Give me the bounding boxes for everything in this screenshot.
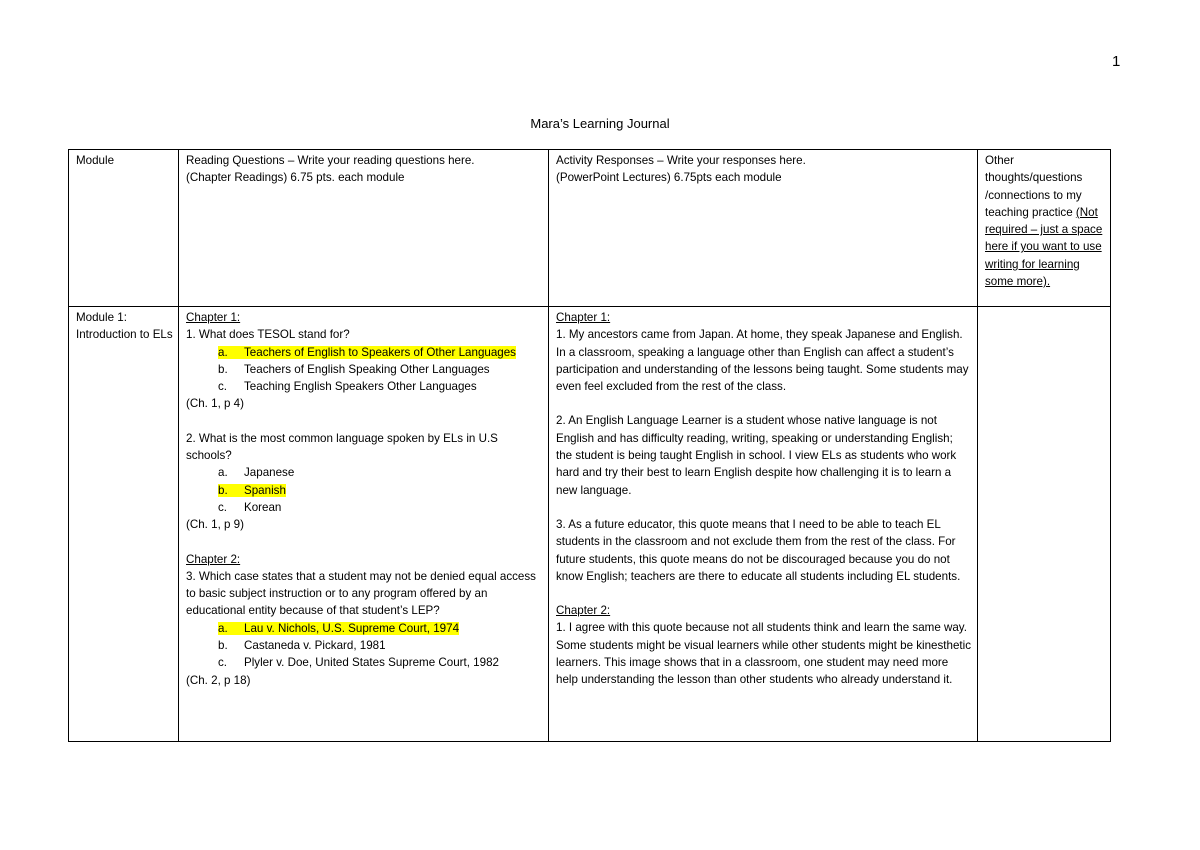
- reading-chapter1-heading: Chapter 1:: [186, 311, 241, 324]
- module1-row: [69, 307, 1111, 742]
- question-2-option-b: b. Spanish: [218, 483, 286, 497]
- activity-response-3: 3. As a future educator, this quote means that I need to be able to teach EL students in the classroom and not exclude them from the rest of the class. For future students, this quote means do not be discouraged because you do not know English; teachers are there to educate all students including EL students.: [556, 517, 961, 583]
- module1-other-cell: [978, 307, 1111, 742]
- activity-chapter2-heading: Chapter 2:: [556, 604, 611, 618]
- question-3-options: [186, 620, 543, 672]
- question-3-option-a: a. Lau v. Nichols, U.S. Supreme Court, 1974: [218, 621, 460, 635]
- question-1-reference: (Ch. 1, p 4): [186, 397, 244, 411]
- module1-name: Module 1: Introduction to ELs: [76, 311, 173, 342]
- module1-name-cell: [69, 307, 179, 742]
- question-3-option-c: c. Plyler v. Doe, United States Supreme Court, 1982: [218, 656, 499, 670]
- header-activity-points: (PowerPoint Lectures) 6.75pts each module: [556, 171, 782, 185]
- journal-table: [68, 149, 1111, 742]
- question-1-options: [186, 344, 543, 396]
- activity-chapter1-heading: Chapter 1:: [556, 311, 611, 324]
- header-row: [69, 150, 1111, 307]
- activity-response-2: 2. An English Language Learner is a student whose native language is not English and has difficulty reading, writing, speaking or understanding English; the student is being taught English in school. I view ELs as students who work hard and try their best to learn English despite how challenging it is to learn a new language.: [556, 414, 957, 497]
- header-other-note: (Not required – just a space here if you want to use writing for learning some more).: [985, 205, 1103, 289]
- module1-reading-cell: [179, 307, 549, 742]
- activity-response-1: 1. My ancestors came from Japan. At home, they speak Japanese and English. In a classroom, speaking a language other than English can affect a student’s participation and understanding of the lessons being taught. Some students may even feel excluded from the rest of the class.: [556, 328, 969, 394]
- question-1-option-a: a. Teachers of English to Speakers of Other Languages: [218, 345, 516, 359]
- header-activity-title: Activity Responses – Write your responses here.: [556, 154, 806, 167]
- header-other-cell: [978, 150, 1111, 307]
- header-module-cell: [69, 150, 179, 307]
- header-module: Module: [76, 154, 115, 167]
- reading-question-2: 2. What is the most common language spoken by ELs in U.S schools?: [186, 431, 498, 463]
- question-1-option-c: c. Teaching English Speakers Other Languages: [218, 380, 477, 394]
- document-title: Mara’s Learning Journal: [530, 116, 670, 131]
- header-reading-cell: [179, 150, 549, 307]
- question-2-options: [186, 464, 543, 516]
- reading-chapter2-heading: Chapter 2:: [186, 552, 241, 566]
- question-2-reference: (Ch. 1, p 9): [186, 518, 244, 532]
- module1-activity-cell: [549, 307, 978, 742]
- page-number: 1: [1112, 53, 1121, 70]
- header-reading-title: Reading Questions – Write your reading questions here.: [186, 154, 475, 167]
- question-1-option-b: b. Teachers of English Speaking Other Languages: [218, 362, 490, 376]
- question-2-option-c: c. Korean: [218, 500, 282, 514]
- question-3-reference: (Ch. 2, p 18): [186, 673, 251, 687]
- reading-question-3: 3. Which case states that a student may not be denied equal access to basic subject instruction or to any program offered by an educational entity because of that student’s LEP?: [186, 569, 536, 618]
- question-2-option-a: a. Japanese: [218, 466, 295, 480]
- question-3-option-b: b. Castaneda v. Pickard, 1981: [218, 639, 386, 653]
- header-reading-points: (Chapter Readings) 6.75 pts. each module: [186, 171, 405, 185]
- reading-question-1: 1. What does TESOL stand for?: [186, 328, 350, 342]
- header-activity-cell: [549, 150, 978, 307]
- header-other-title: Other thoughts/questions /connections to my teaching practice: [985, 154, 1083, 219]
- activity-response-4: 1. I agree with this quote because not all students think and learn the same way. Some students might be visual learners while other students might be kinesthetic learners. This image shows that in a classroom, one student may need more help understanding the lesson than other students who already understand it.: [556, 621, 972, 687]
